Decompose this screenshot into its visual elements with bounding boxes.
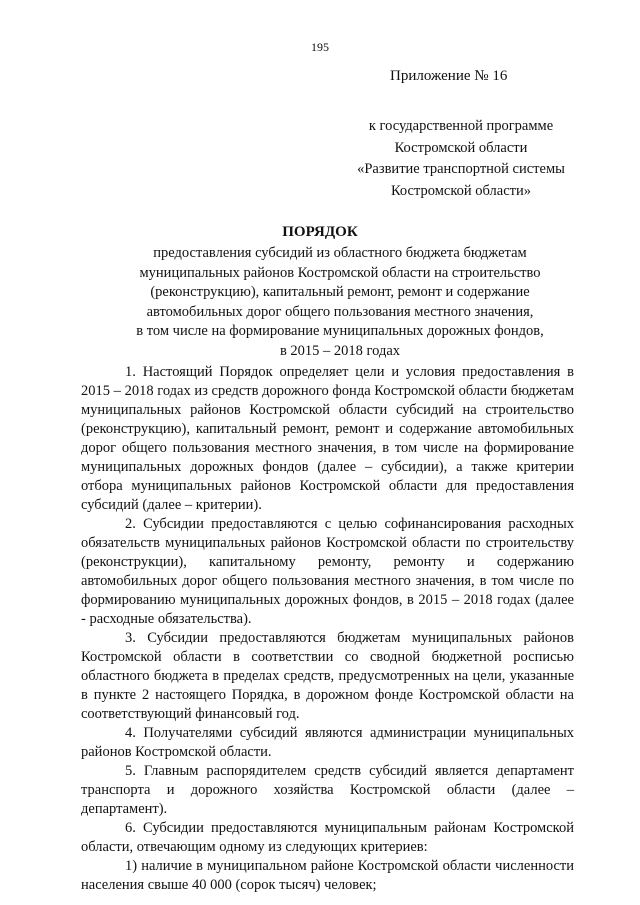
program-reference-line: Костромской области [394,139,528,156]
paragraph-2: 2. Субсидии предоставляются с целью софинансирования расходных обязательств муниципальных районов Костромской области по строительству (реконструкции), капитальному ремонту, ремонту и содержанию автомобильных дорог общего пользования местного значения, в том числе по формированию муниципальных дорожных фондов, в 2015 – 2018 годах (далее - расходные обязательства). [81,516,574,627]
paragraph-3: 3. Субсидии предоставляются бюджетам муниципальных районов Костромской области в соответствии со сводной бюджетной росписью областного бюджета в пределах средств, предусмотренных на цели, указанные в пункте 2 настоящего Порядка, в дорожном фонде Костромской области на соответствующий финансовый год. [81,630,574,722]
page-number: 195 [311,40,329,54]
subtitle-line: (реконструкцию), капитальный ремонт, ремонт и содержание [150,284,530,300]
subtitle-line: автомобильных дорог общего пользования местного значения, [146,303,534,320]
document-title: ПОРЯДОК [282,224,358,240]
program-reference-line: Костромской области» [390,182,531,199]
appendix-label: Приложение № 16 [390,68,508,84]
subtitle-line: предоставления субсидий из областного бюджета бюджетам [153,245,527,261]
paragraph-6: 6. Субсидии предоставляются муниципальным районам Костромской области, отвечающим одному из следующих критериев: [81,820,574,855]
paragraph-6-1: 1) наличие в муниципальном районе Костромской области численности населения свыше 40 000 (сорок тысяч) человек; [81,858,574,893]
paragraph-1: 1. Настоящий Порядок определяет цели и условия предоставления в 2015 – 2018 годах из средств дорожного фонда Костромской области бюджетам муниципальных районов Костромской области субсидий на строительство (реконструкцию), капитальный ремонт, ремонт и содержание автомобильных дорог общего пользования местного значения, в том числе на формирование муниципальных дорожных фондов (далее – субсидии), а также критерии отбора муниципальных районов Костромской области для предоставления субсидий (далее – критерии). [81,364,574,513]
document-subtitle [100,244,580,361]
document-body [81,363,574,895]
paragraph-4: 4. Получателями субсидий являются администрации муниципальных районов Костромской области. [81,725,574,760]
program-reference [330,116,592,202]
program-reference-line: к государственной программе [368,118,554,134]
subtitle-line: в 2015 – 2018 годах [279,342,401,359]
paragraph-5: 5. Главным распорядителем средств субсидий является департамент транспорта и дорожного хозяйства Костромской области (далее – департамент). [81,763,574,817]
subtitle-line: в том числе на формирование муниципальных дорожных фондов, [136,323,544,339]
program-reference-line: «Развитие транспортной системы [357,161,565,177]
subtitle-line: муниципальных районов Костромской области на строительство [139,264,541,281]
